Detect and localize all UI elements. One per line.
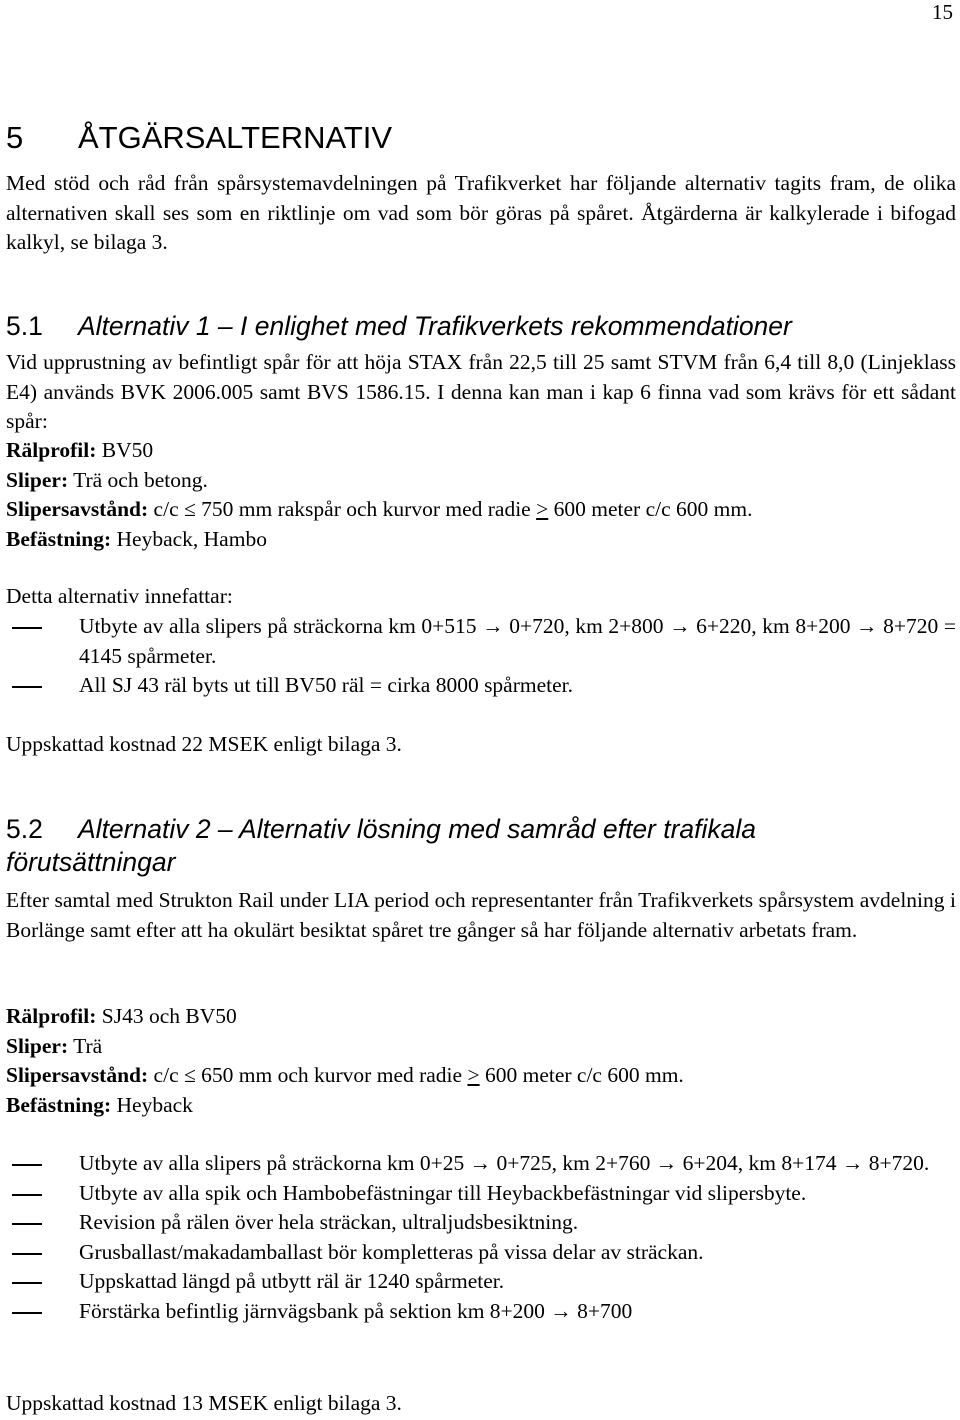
rail-profile-value: SJ43 och BV50: [96, 1004, 237, 1028]
alt1-specs: [6, 436, 956, 554]
alt2-paragraph: Efter samtal med Strukton Rail under LIA period och representanter från Trafikverkets spårsystem avdelning i Borlänge samt efter att ha okulärt besiktat spåret tre gånger så har följande alternativ arbetats fram.: [6, 888, 956, 942]
page-number: 15: [932, 0, 953, 24]
sleeper-spacing-value-end: 600 meter c/c 600 mm.: [548, 497, 753, 521]
alt2-rail-profile: [6, 1002, 956, 1032]
list-item: Grusballast/makadamballast bör kompletteras på vissa delar av sträckan.: [79, 1239, 704, 1264]
alt1-fastening: [6, 525, 956, 555]
alt1-paragraph: Vid upprustning av befintligt spår för att höja STAX från 22,5 till 25 samt STVM från 6,4 till 8,0 (Linjeklass E4) används BVK 2006.005 samt BVS 1586.15. I denna kan man i kap 6 finna vad som krävs för ett sådant spår:: [6, 350, 956, 433]
alt1-sleeper-spacing: [6, 495, 956, 525]
alt2-fastening: [6, 1091, 956, 1121]
fastening-value: Heyback: [111, 1092, 193, 1117]
alt2-cost: Uppskattad kostnad 13 MSEK enligt bilaga 3.: [6, 1391, 402, 1415]
list-item: Uppskattad längd på utbytt räl är 1240 spårmeter.: [79, 1269, 505, 1293]
sleeper-value: Trä och betong.: [68, 467, 208, 492]
rail-profile-label: Rälprofil:: [6, 438, 97, 462]
sleeper-label: Sliper:: [6, 1033, 69, 1058]
geq-symbol: >: [467, 1063, 480, 1087]
geq-symbol: >: [536, 497, 549, 521]
alt1-sleeper: [6, 466, 956, 496]
section-title: ÅTGÄRSALTERNATIV: [78, 120, 393, 155]
fastening-label: Befästning:: [6, 526, 112, 551]
alt1-bullet-list: [6, 612, 956, 701]
sleeper-label: Sliper:: [6, 467, 69, 492]
list-item: Utbyte av alla spik och Hambobefästningar till Heybackbefästningar vid slipersbyte.: [79, 1180, 807, 1205]
alt1-heading: [6, 311, 792, 342]
sleeper-spacing-value: c/c ≤ 650 mm och kurvor med radie: [148, 1063, 468, 1087]
alt1-cost: Uppskattad kostnad 22 MSEK enligt bilaga 3.: [6, 732, 402, 756]
alt2-heading-cont: förutsättningar: [6, 847, 176, 877]
list-item: Revision på rälen över hela sträckan, ultraljudsbesiktning.: [79, 1210, 579, 1234]
list-item: Utbyte av alla slipers på sträckorna km 0+515 → 0+720, km 2+800 → 6+220, km 8+200 → 8+720 = 4145 spårmeter.: [79, 614, 956, 668]
sleeper-spacing-label: Slipersavstånd:: [6, 1063, 149, 1087]
alt2-title-line1: Alternativ 2 – Alternativ lösning med samråd efter trafikala: [78, 814, 757, 844]
alt2-sleeper: [6, 1032, 956, 1062]
alt1-number: 5.1: [6, 311, 43, 341]
alt2-number: 5.2: [6, 814, 43, 844]
alt1-title: Alternativ 1 – I enlighet med Trafikverkets rekommendationer: [78, 311, 792, 341]
section-number: 5: [6, 120, 24, 155]
section-intro: Med stöd och råd från spårsystemavdelningen på Trafikverket har följande alternativ tagits fram, de olika alternativen skall ses som en riktlinje om vad som bör göras på spåret. Åtgärderna är kalkylerade i bifogad kalkyl, se bilaga 3.: [6, 171, 956, 254]
fastening-label: Befästning:: [6, 1092, 112, 1117]
list-item: Utbyte av alla slipers på sträckorna km 0+25 → 0+725, km 2+760 → 6+204, km 8+174 → 8+720.: [79, 1151, 930, 1175]
alt2-bullet-list: [6, 1149, 956, 1326]
rail-profile-label: Rälprofil:: [6, 1004, 97, 1028]
alt1-includes-label: Detta alternativ innefattar:: [6, 584, 233, 608]
alt2-specs: [6, 1002, 956, 1120]
sleeper-value: Trä: [68, 1033, 103, 1058]
fastening-value: Heyback, Hambo: [111, 526, 267, 551]
alt2-sleeper-spacing: [6, 1061, 956, 1091]
list-item: Förstärka befintlig järnvägsbank på sektion km 8+200 → 8+700: [79, 1298, 633, 1323]
alt1-rail-profile: [6, 436, 956, 466]
alt2-heading: [6, 814, 756, 845]
rail-profile-value: BV50: [96, 438, 154, 462]
sleeper-spacing-label: Slipersavstånd:: [6, 497, 149, 521]
sleeper-spacing-value-end: 600 meter c/c 600 mm.: [479, 1063, 684, 1087]
sleeper-spacing-value: c/c ≤ 750 mm rakspår och kurvor med radie: [148, 497, 537, 521]
section-heading: [6, 120, 392, 156]
list-item: All SJ 43 räl byts ut till BV50 räl = cirka 8000 spårmeter.: [79, 673, 574, 697]
